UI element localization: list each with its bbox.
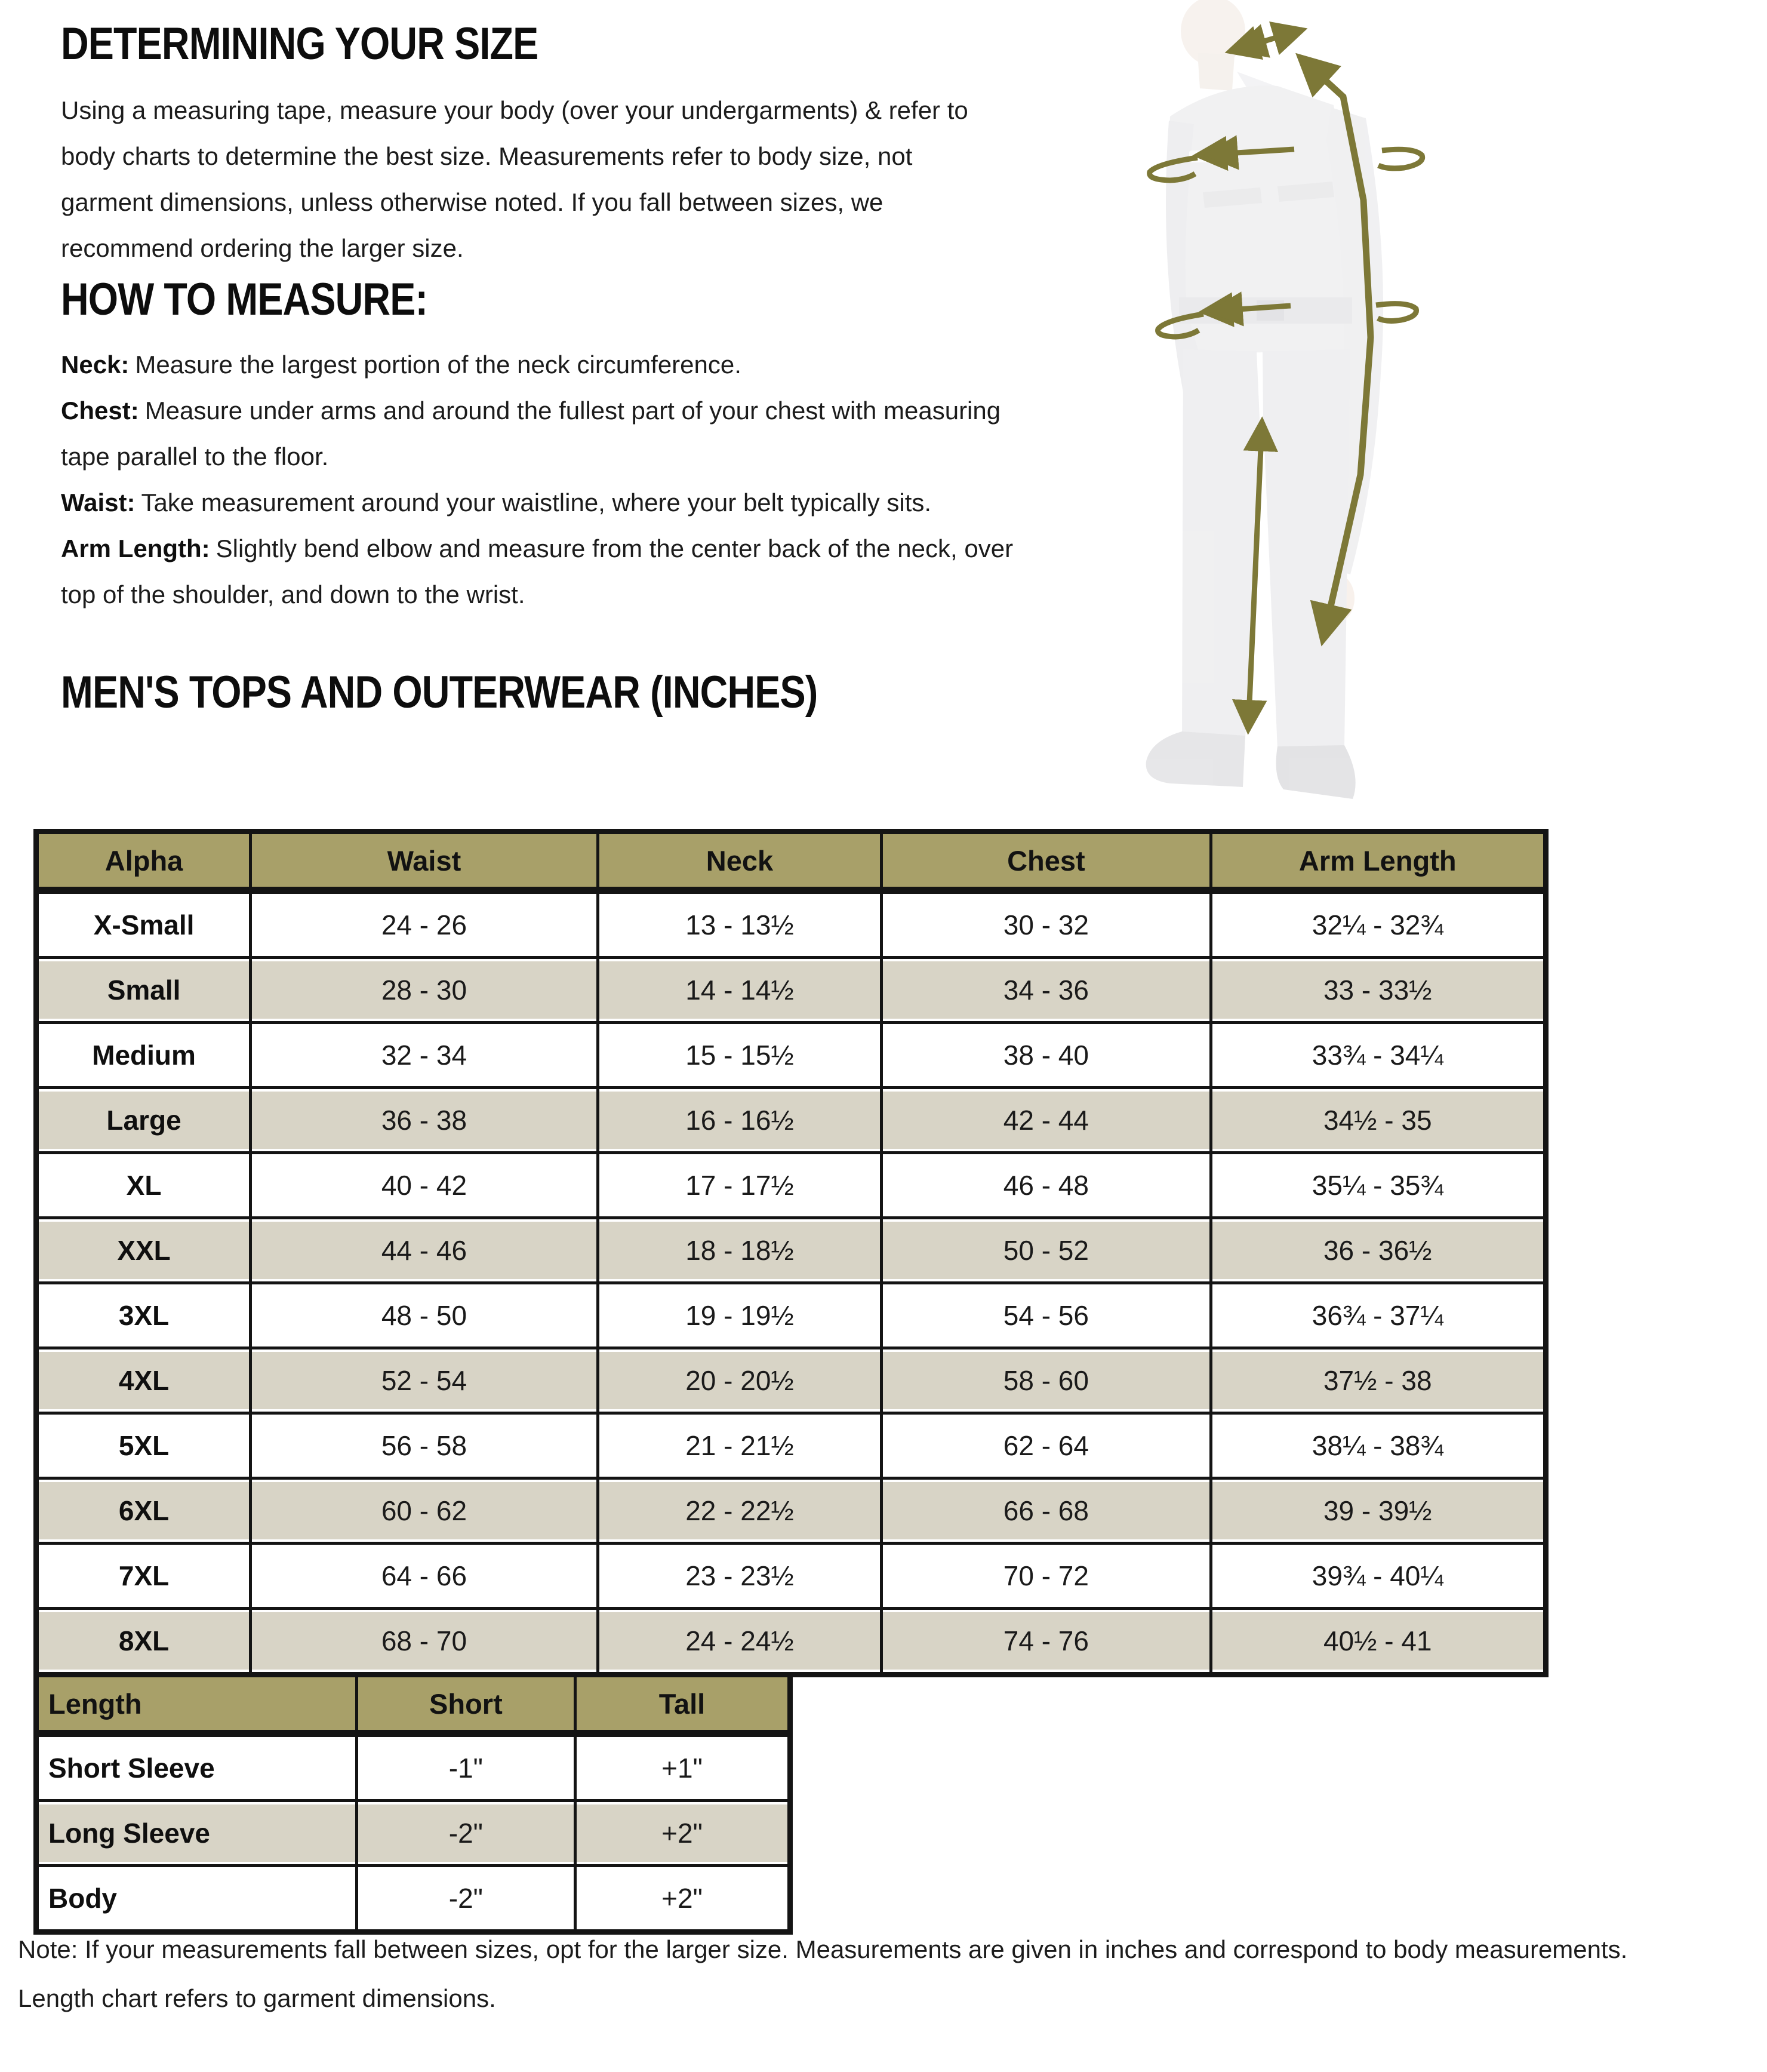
measurement-figure-svg [1080,0,1474,812]
table-cell: -2" [356,1801,575,1866]
table-row [36,1218,1546,1283]
table-row [36,1088,1546,1153]
table-cell: 62 - 64 [882,1413,1211,1478]
size-label-cell: XL [36,1153,251,1218]
table-row [36,1801,790,1866]
table-row [36,1478,1546,1544]
chest-circumference-arrow [1208,153,1225,155]
size-label-cell: 8XL [36,1609,251,1675]
measure-item-text: Take measurement around your waistline, where your belt typically sits. [141,488,932,517]
waist-circumference-arrow [1213,310,1230,311]
table-cell: 66 - 68 [882,1478,1211,1544]
table-cell: 74 - 76 [882,1609,1211,1675]
table-cell: 13 - 13½ [598,890,881,958]
body-measurement-figure [1080,0,1474,812]
col-header-alpha: Alpha [36,832,251,891]
length-label-cell: Long Sleeve [36,1801,357,1866]
length-table-header-row [36,1675,790,1734]
table-cell: 30 - 32 [882,890,1211,958]
measure-item-waist [61,479,1040,525]
col-header-tall: Tall [575,1675,790,1734]
table-cell: 32 - 34 [251,1023,598,1088]
measure-item-label: Chest: [61,396,139,425]
size-label-cell: XXL [36,1218,251,1283]
table-cell: 33¾ - 34¼ [1211,1023,1546,1088]
table-row [36,890,1546,958]
table-cell: 37½ - 38 [1211,1348,1546,1413]
table-cell: 52 - 54 [251,1348,598,1413]
table-cell: 68 - 70 [251,1609,598,1675]
length-label-cell: Body [36,1866,357,1932]
table-cell: 18 - 18½ [598,1218,881,1283]
table-cell: 50 - 52 [882,1218,1211,1283]
table-cell: 34½ - 35 [1211,1088,1546,1153]
measure-item-chest [61,388,1040,479]
table-cell: 15 - 15½ [598,1023,881,1088]
size-label-cell: 7XL [36,1544,251,1609]
length-adjustment-table [33,1672,793,1935]
table-cell: 22 - 22½ [598,1478,881,1544]
measure-instruction-list [61,342,1040,617]
col-header-neck: Neck [598,832,881,891]
table-row [36,1348,1546,1413]
table-cell: -2" [356,1866,575,1932]
table-row [36,1153,1546,1218]
table-cell: 24 - 24½ [598,1609,881,1675]
how-to-measure-heading: HOW TO MEASURE: [61,274,428,325]
table-cell: 64 - 66 [251,1544,598,1609]
measure-item-text: Measure under arms and around the fullest part of your chest with measuring tape parallel to the floor. [61,396,1001,471]
table-row [36,958,1546,1023]
table-cell: 38¼ - 38¾ [1211,1413,1546,1478]
table-cell: 32¼ - 32¾ [1211,890,1546,958]
table-cell: 36¾ - 37¼ [1211,1283,1546,1348]
table-row [36,1609,1546,1675]
table-cell: 60 - 62 [251,1478,598,1544]
table-cell: 48 - 50 [251,1283,598,1348]
chest-tape-loop-right [1378,149,1423,168]
table-cell: 36 - 36½ [1211,1218,1546,1283]
col-header-short: Short [356,1675,575,1734]
size-table-heading: MEN'S TOPS AND OUTERWEAR (INCHES) [61,667,818,718]
table-cell: 70 - 72 [882,1544,1211,1609]
size-label-cell: 4XL [36,1348,251,1413]
table-cell: 14 - 14½ [598,958,881,1023]
table-cell: 23 - 23½ [598,1544,881,1609]
table-cell: 33 - 33½ [1211,958,1546,1023]
measure-item-text: Measure the largest portion of the neck circumference. [135,351,741,379]
table-cell: 42 - 44 [882,1088,1211,1153]
note-length-chart: Length chart refers to garment dimensions. [18,1984,496,2012]
col-header-chest: Chest [882,832,1211,891]
table-row [36,1544,1546,1609]
measure-item-label: Neck: [61,351,130,379]
table-row [36,1866,790,1932]
table-cell: +2" [575,1801,790,1866]
page-title: DETERMINING YOUR SIZE [61,19,538,69]
table-cell: 28 - 30 [251,958,598,1023]
table-cell: 35¼ - 35¾ [1211,1153,1546,1218]
mens-tops-size-table [33,829,1549,1677]
measure-item-label: Arm Length: [61,534,210,562]
table-cell: 58 - 60 [882,1348,1211,1413]
table-row [36,1283,1546,1348]
table-cell: 16 - 16½ [598,1088,881,1153]
table-cell: 40 - 42 [251,1153,598,1218]
table-cell: -1" [356,1733,575,1801]
table-cell: 24 - 26 [251,890,598,958]
length-label-cell: Short Sleeve [36,1733,357,1801]
table-cell: 44 - 46 [251,1218,598,1283]
measure-item-text: Slightly bend elbow and measure from the center back of the neck, over top of the shoulder, and down to the wrist. [61,534,1014,608]
size-label-cell: Large [36,1088,251,1153]
intro-text: Using a measuring tape, measure your body (over your undergarments) & refer to body charts to determine the best size. Measurements refer to body size, not garment dimensions, unless otherwise noted. If you fall between sizes, we recommend ordering the larger size. [61,96,968,262]
table-cell: 54 - 56 [882,1283,1211,1348]
table-cell: 56 - 58 [251,1413,598,1478]
col-header-waist: Waist [251,832,598,891]
table-row [36,1733,790,1801]
table-cell: +1" [575,1733,790,1801]
note-between-sizes: Note: If your measurements fall between sizes, opt for the larger size. Measurements are given in inches and correspond to body measurements. [18,1935,1628,1963]
measure-item-label: Waist: [61,488,136,517]
table-cell: 39¾ - 40¼ [1211,1544,1546,1609]
table-cell: 40½ - 41 [1211,1609,1546,1675]
size-label-cell: 5XL [36,1413,251,1478]
table-cell: 46 - 48 [882,1153,1211,1218]
size-label-cell: 6XL [36,1478,251,1544]
size-table-header-row [36,832,1546,891]
size-label-cell: 3XL [36,1283,251,1348]
table-cell: +2" [575,1866,790,1932]
col-header-arm-length: Arm Length [1211,832,1546,891]
table-row [36,1023,1546,1088]
table-cell: 20 - 20½ [598,1348,881,1413]
table-cell: 38 - 40 [882,1023,1211,1088]
size-label-cell: Medium [36,1023,251,1088]
col-header-length: Length [36,1675,357,1734]
table-cell: 36 - 38 [251,1088,598,1153]
table-row [36,1413,1546,1478]
table-cell: 34 - 36 [882,958,1211,1023]
measure-item-arm-length [61,525,1040,617]
table-cell: 19 - 19½ [598,1283,881,1348]
table-cell: 17 - 17½ [598,1153,881,1218]
table-cell: 39 - 39½ [1211,1478,1546,1544]
size-label-cell: Small [36,958,251,1023]
footnotes [18,1926,1755,2022]
size-label-cell: X-Small [36,890,251,958]
table-cell: 21 - 21½ [598,1413,881,1478]
measure-item-neck [61,342,1040,388]
